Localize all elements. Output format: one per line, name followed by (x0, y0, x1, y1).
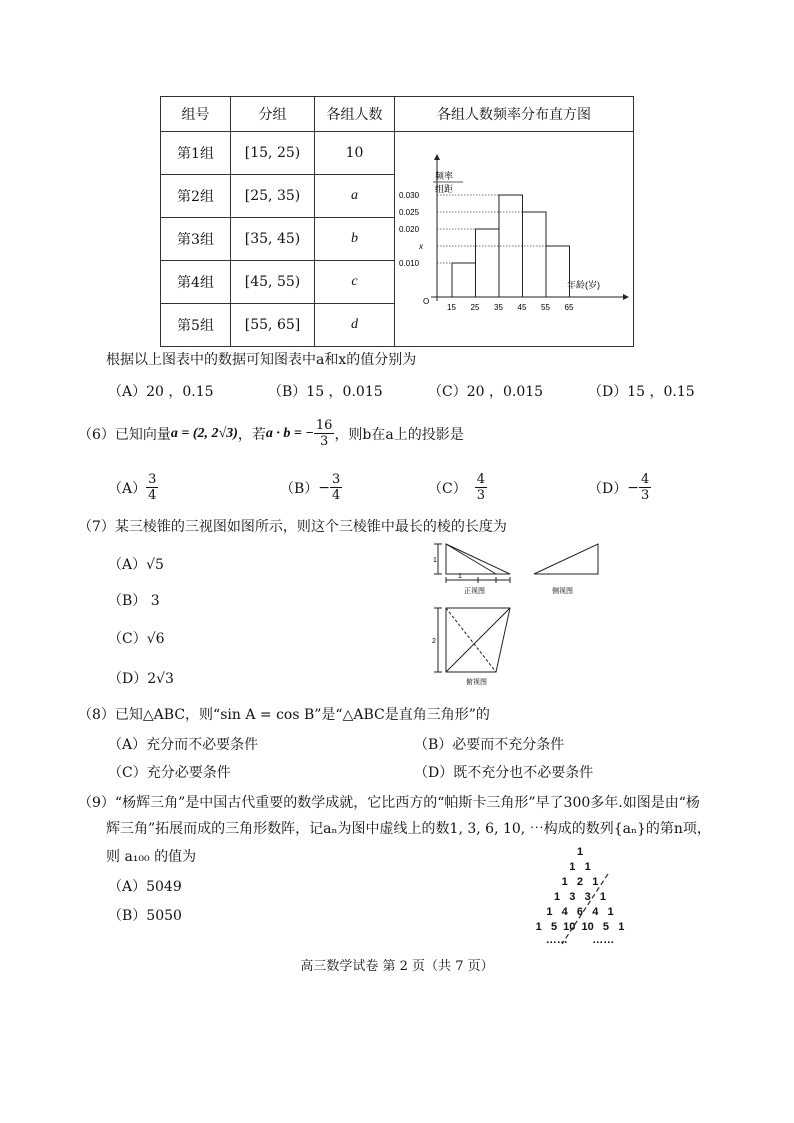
table-cell: [25, 35) (231, 175, 315, 218)
x-axis-label: 年龄(岁) (567, 280, 600, 290)
table-cell: c (315, 261, 395, 304)
histogram-chart (395, 132, 633, 342)
x-tick-label: 35 (494, 303, 503, 312)
q6-number: （6） (78, 426, 115, 443)
q8-option-d: （D）既不充分也不必要条件 (414, 765, 594, 781)
q7-option-d: （D）2√3 (108, 671, 174, 687)
q6-text-b: ，若 (237, 426, 266, 443)
q7-option-c: （C）√6 (108, 631, 165, 647)
q8-option-a: （A）充分而不必要条件 (108, 737, 259, 753)
q6-dot: a · b = − (265, 425, 314, 441)
header-histogram: 各组人数频率分布直方图 (395, 97, 634, 132)
x-axis-arrow (623, 294, 629, 300)
dashed-diagonal (520, 846, 640, 946)
top-view-label: 俯视图 (466, 679, 487, 686)
front-width-label: 1 (458, 573, 462, 580)
q6-option-b: （B） − $\frac{3}{4}$ (280, 472, 341, 503)
histogram-cell (395, 132, 634, 347)
triangle-row: 1 (576, 846, 584, 858)
page-footer: 高三数学试卷 第 2 页（共 7 页） (300, 959, 494, 974)
table-cell: 第3组 (161, 218, 231, 261)
q9-line-2: 辉三角”拓展而成的三角形数阵，记aₙ为图中虚线上的数1, 3, 6, 10, ⋯构成的数列{aₙ}的第n项， (106, 821, 711, 837)
q7-stem: （7）某三棱锥的三视图如图所示，则这个三棱锥中最长的棱的长度为 (78, 519, 507, 535)
group-table (160, 96, 634, 347)
table-cell: 第1组 (161, 132, 231, 175)
side-view (534, 544, 598, 574)
q7-option-b: （B） 3 (108, 593, 160, 609)
y-tick-label: 0.025 (399, 208, 420, 217)
q9-line-3: 则 a₁₀₀ 的值为 (106, 849, 197, 865)
header-range: 分组 (231, 97, 315, 132)
q9-option-b: （B）5050 (108, 908, 182, 924)
q8-option-c: （C）充分必要条件 (108, 765, 231, 781)
three-view-diagram (428, 538, 618, 690)
front-view (434, 544, 510, 583)
y-axis-label-top: 频率 (435, 171, 454, 181)
q5-option-c: （C）20 ，0.015 (428, 384, 544, 400)
q5-option-b: （B）15 ，0.015 (268, 384, 383, 400)
y-axis-arrow (434, 154, 440, 160)
table-cell: d (315, 304, 395, 347)
table-cell: [45, 55) (231, 261, 315, 304)
q6-text-c: ，则b在a上的投影是 (334, 426, 464, 443)
top-height-label: 2 (432, 638, 436, 645)
triangle-row: 1 2 1 (561, 876, 599, 888)
q6-option-a: （A） $\frac{3}{4}$ (108, 472, 157, 503)
table-cell: [35, 45) (231, 218, 315, 261)
y-tick-label: 0.020 (399, 225, 420, 234)
q6-option-d: （D） − $\frac{4}{3}$ (588, 472, 650, 503)
side-view-label: 侧视图 (552, 588, 573, 595)
triangle-row: 1 3 3 1 (554, 891, 606, 903)
q9-line-1: （9）“杨辉三角”是中国古代重要的数学成就，它比西方的“帕斯卡三角形”早了300多年.如图是由“杨 (78, 795, 700, 811)
triangle-row: 1 5 10 10 5 1 (535, 921, 625, 933)
q6-option-c: （C） $\frac{4}{3}$ (428, 472, 485, 503)
table-cell: 10 (315, 132, 395, 175)
q6-vector: a = (2, 2√3) (170, 425, 238, 441)
x-tick-label: 15 (447, 303, 456, 312)
triangle-row: …… …… (545, 934, 615, 946)
table-cell: [15, 25) (231, 132, 315, 175)
triangle-row: 1 1 (569, 861, 591, 873)
table-cell: 第2组 (161, 175, 231, 218)
q6-text-a: 已知向量 (114, 426, 171, 443)
q5-stem: 根据以上图表中的数据可知图表中a和x的值分别为 (106, 352, 417, 368)
x-tick-label: 65 (564, 303, 574, 312)
q6-fraction: $\frac{16}{3}$ (315, 418, 333, 449)
histogram-bar (476, 229, 500, 297)
q7-option-a: （A）√5 (108, 557, 164, 573)
q5-option-a: （A）20 ，0.15 (108, 384, 214, 400)
header-count: 各组人数 (315, 97, 395, 132)
q9-option-a: （A）5049 (108, 879, 182, 895)
x-tick-label: 25 (470, 303, 480, 312)
table-cell: 第4组 (161, 261, 231, 304)
x-tick-label: 55 (541, 303, 550, 312)
table-cell: 第5组 (161, 304, 231, 347)
table-cell: a (315, 175, 395, 218)
triangle-row: 1 4 6 4 1 (546, 906, 614, 918)
q6-stem (78, 418, 464, 449)
top-view (434, 608, 510, 672)
table-cell: b (315, 218, 395, 261)
q8-stem: （8）已知△ABC，则“sin A = cos B”是“△ABC是直角三角形”的 (78, 707, 490, 723)
histogram-bar (546, 246, 570, 297)
q5-option-d: （D）15 ，0.15 (588, 384, 695, 400)
front-height-label: 1 (433, 557, 437, 564)
y-axis-label-bottom: 组距 (435, 184, 454, 194)
header-group: 组号 (161, 97, 231, 132)
front-view-label: 正视图 (464, 588, 485, 595)
origin-label: O (423, 297, 430, 306)
q8-option-b: （B）必要而不充分条件 (414, 737, 565, 753)
table-cell: [55, 65] (231, 304, 315, 347)
histogram-bar (523, 212, 547, 297)
y-tick-label: 0.030 (399, 191, 420, 200)
y-tick-label: x (419, 242, 423, 251)
histogram-bar (452, 263, 476, 297)
x-tick-label: 45 (517, 303, 527, 312)
y-tick-label: 0.010 (399, 259, 420, 268)
